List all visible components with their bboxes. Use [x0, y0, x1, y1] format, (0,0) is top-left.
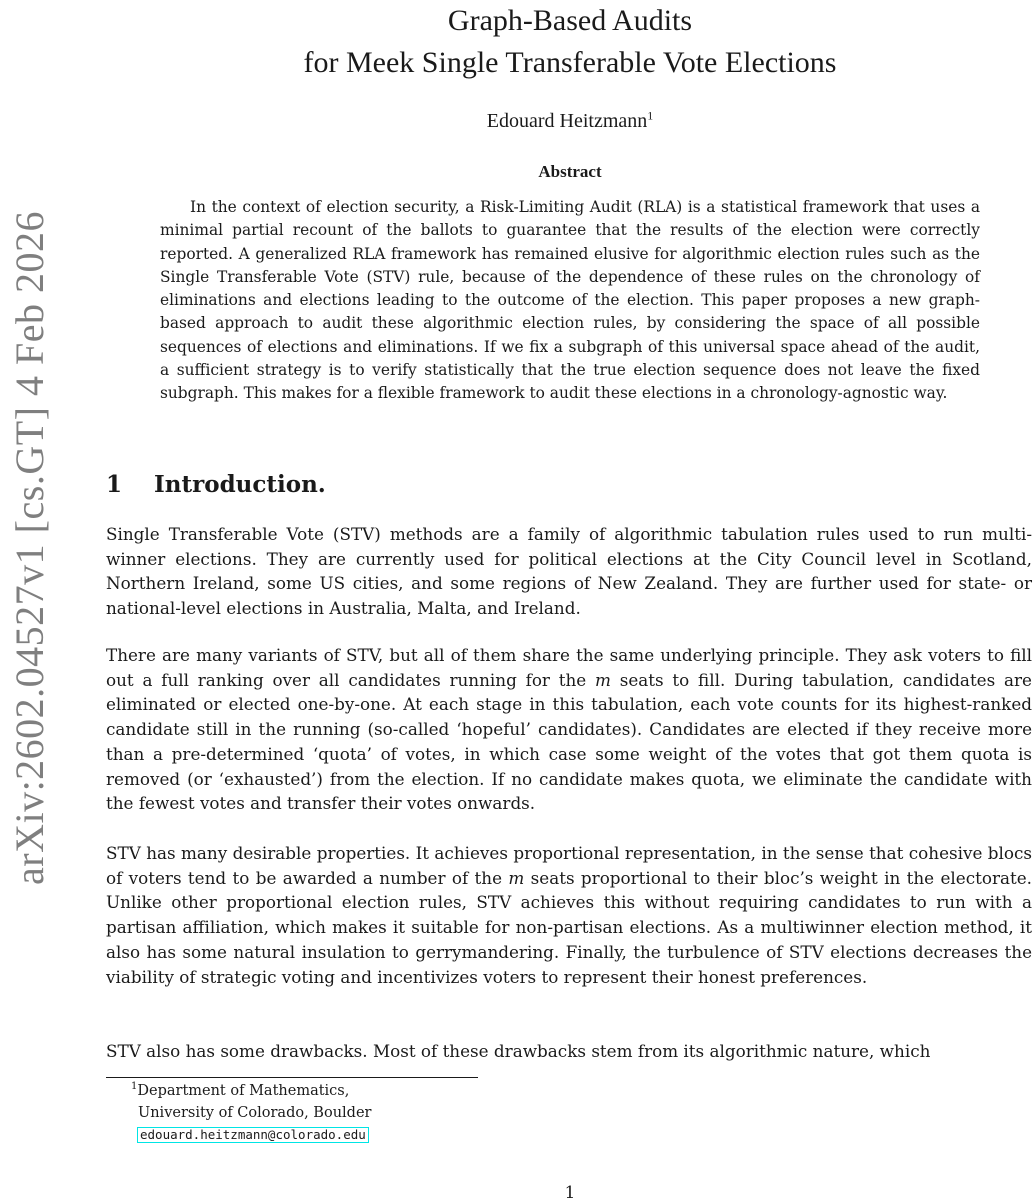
- author-block: [0, 108, 1034, 134]
- paragraph-2-part-b: seats to fill. During tabulation, candidates are eliminated or elected one-by-one. At each stage in this tabulation, each vote counts for its highest-ranked candidate still in the running (so-called ‘hopeful’ candidates). Candidates are elected if they receive more than a pre-determined ‘quota’ of votes, in which case some weight of the votes that got them quota is removed (or ‘exhausted’) from the election. If no candidate makes quota, we eliminate the candidate with the fewest votes and transfer their votes onwards.: [106, 669, 1032, 814]
- author-affiliation-mark[interactable]: 1: [647, 108, 654, 123]
- page-number: 1: [564, 1182, 576, 1202]
- arxiv-identifier-stamp: arXiv:2602.04527v1 [cs.GT] 4 Feb 2026: [7, 211, 52, 885]
- footnote-department: Department of Mathematics,: [137, 1083, 350, 1099]
- footnote-divider: [106, 1077, 478, 1078]
- paper-title-line-2: for Meek Single Transferable Vote Elections: [303, 46, 837, 79]
- paper-title-line-1: Graph-Based Audits: [447, 4, 693, 37]
- abstract-text: In the context of election security, a Risk-Limiting Audit (RLA) is a statistical framework that uses a minimal partial recount of the ballots to guarantee that the results of the election were correctly reported. A generalized RLA framework has remained elusive for algorithmic election rules such as the Single Transferable Vote (STV) rule, because of the dependence of these rules on the chronology of eliminations and elections leading to the outcome of the election. This paper proposes a new graph-based approach to audit these algorithmic election rules, by considering the space of all possible sequences of elections and eliminations. If we fix a subgraph of this universal space ahead of the audit, a sufficient strategy is to verify statistically that the true election sequence does not leave the fixed subgraph. This makes for a flexible framework to audit these elections in a chronology-agnostic way.: [160, 198, 980, 403]
- footnote-mark: 1: [131, 1081, 138, 1093]
- paragraph-3-part-b: seats proportional to their bloc’s weight in the electorate. Unlike other proportional election rules, STV achieves this without requiring candidates to run with a partisan affiliation, which makes it suitable for non-partisan elections. As a multiwinner election method, it also has some natural insulation to gerrymandering. Finally, the turbulence of STV elections decreases the viability of strategic voting and incentivizes voters to represent their honest preferences.: [106, 867, 1032, 987]
- paragraph-1: Single Transferable Vote (STV) methods are a family of algorithmic tabulation rules used to run multi-winner elections. They are currently used for political elections at the City Council level in Scotland, Northern Ireland, some US cities, and some regions of New Zealand. They are further used for state- or national-level elections in Australia, Malta, and Ireland.: [106, 524, 1032, 619]
- paragraph-3: [106, 841, 1032, 989]
- math-m: m: [595, 669, 611, 690]
- author-email-link[interactable]: edouard.heitzmann@colorado.edu: [140, 1127, 366, 1142]
- paper-title: [0, 0, 1034, 84]
- paragraph-3-part-a: STV has many desirable properties. It achieves proportional representation, in the sense that cohesive blocs of voters tend to be awarded a number of the: [106, 843, 1032, 888]
- abstract-heading: Abstract: [538, 162, 602, 181]
- section-title: Introduction.: [154, 471, 326, 498]
- paragraph-4: STV also has some drawbacks. Most of these drawbacks stem from its algorithmic nature, which: [106, 1041, 931, 1061]
- author-name: Edouard Heitzmann: [486, 110, 648, 132]
- footnote-university: University of Colorado, Boulder: [138, 1105, 372, 1121]
- section-number: 1: [106, 471, 123, 498]
- footnote: [131, 1080, 371, 1146]
- footnote-line-1: [131, 1080, 371, 1102]
- math-m: m: [508, 867, 525, 888]
- paragraph-2-part-a: There are many variants of STV, but all of them share the same underlying principle. They ask voters to fill out a full ranking over all candidates running for the: [106, 645, 1032, 690]
- paragraph-2: [106, 643, 1032, 816]
- section-heading-introduction: [106, 470, 326, 500]
